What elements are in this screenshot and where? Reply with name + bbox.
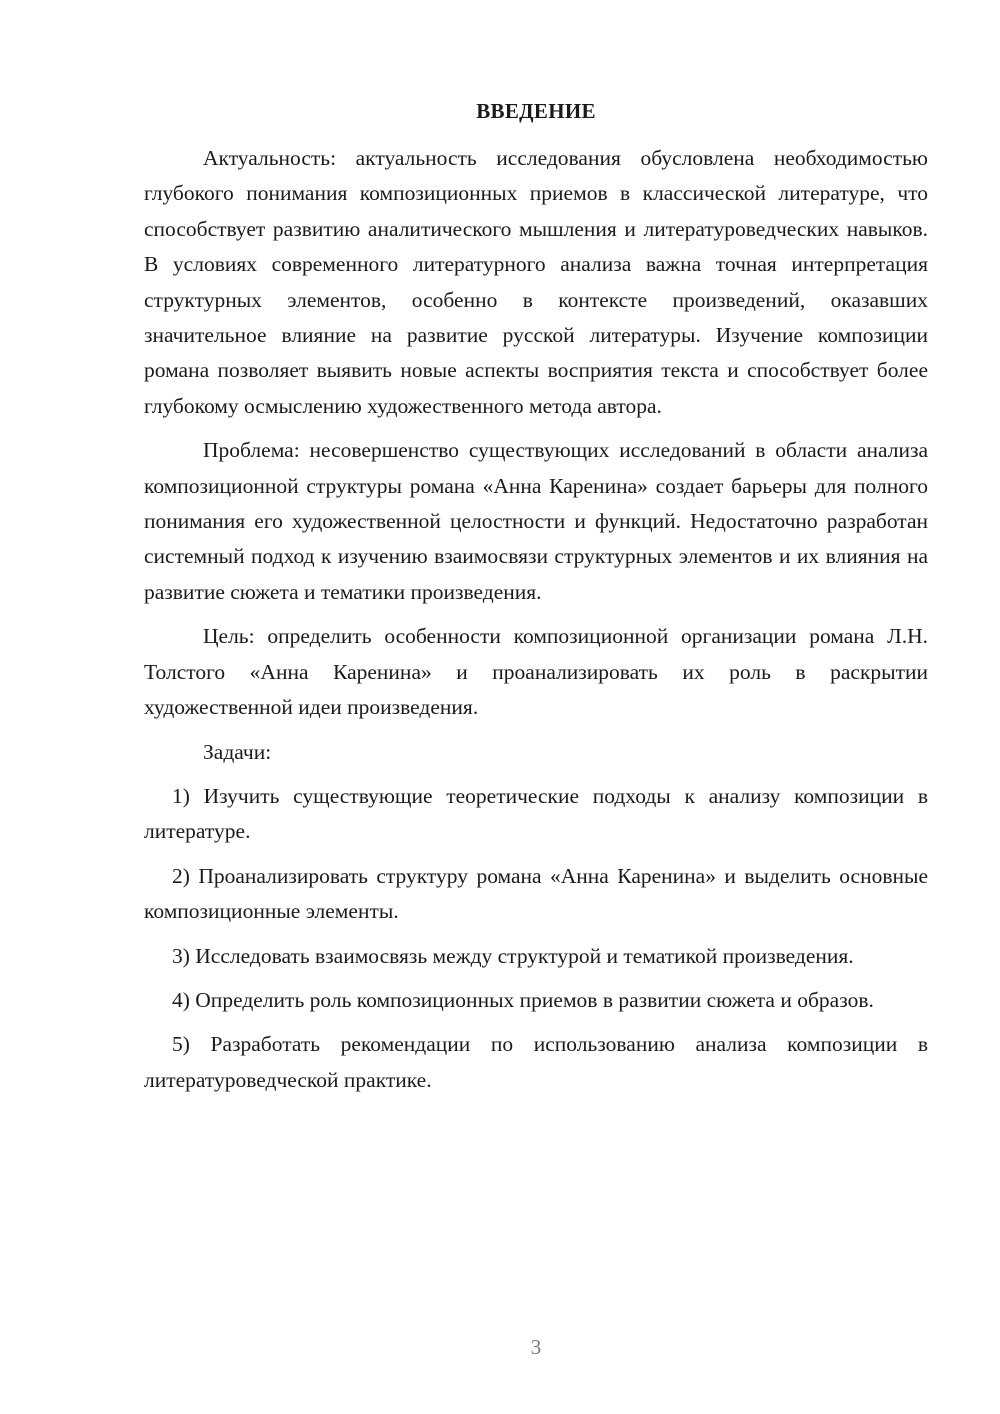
tasks-list [144,779,928,1098]
tasks-label: Задачи: [203,739,272,764]
goal-paragraph: Цель: определить особенности композиционной организации романа Л.Н. Толстого «Анна Каренина» и проанализировать их роль в раскрытии художественной идеи произведения. [144,624,928,720]
relevance-paragraph: Актуальность: актуальность исследования обусловлена необходимостью глубокого понимания композиционных приемов в классической литературе, что способствует развитию аналитического мышления и литературоведческих навыков. В условиях современного литературного анализа важна точная интерпретация структурных элементов, особенно в контексте произведений, оказавших значительное влияние на развитие русской литературы. Изучение композиции романа позволяет выявить новые аспекты восприятия текста и способствует более глубокому осмыслению художественного метода автора. [144,146,928,418]
problem-paragraph: Проблема: несовершенство существующих исследований в области анализа композиционной структуры романа «Анна Каренина» создает барьеры для полного понимания его художественной целостности и функций. Недостаточно разработан системный подход к изучению взаимосвязи структурных элементов и их влияния на развитие сюжета и тематики произведения. [144,438,928,604]
section-heading: ВВЕДЕНИЕ [476,99,596,123]
task-item-4: 4) Определить роль композиционных приемов в развитии сюжета и образов. [172,987,874,1012]
task-item-5: 5) Разработать рекомендации по использованию анализа композиции в литературоведческой практике. [144,1032,928,1092]
task-item-3: 3) Исследовать взаимосвязь между структурой и тематикой произведения. [172,943,854,968]
page-number: 3 [530,1335,542,1359]
task-item-2: 2) Проанализировать структуру романа «Анна Каренина» и выделить основные композиционные элементы. [144,863,928,924]
page-content [144,94,928,1098]
task-item-1: 1) Изучить существующие теоретические подходы к анализу композиции в литературе. [144,783,928,844]
